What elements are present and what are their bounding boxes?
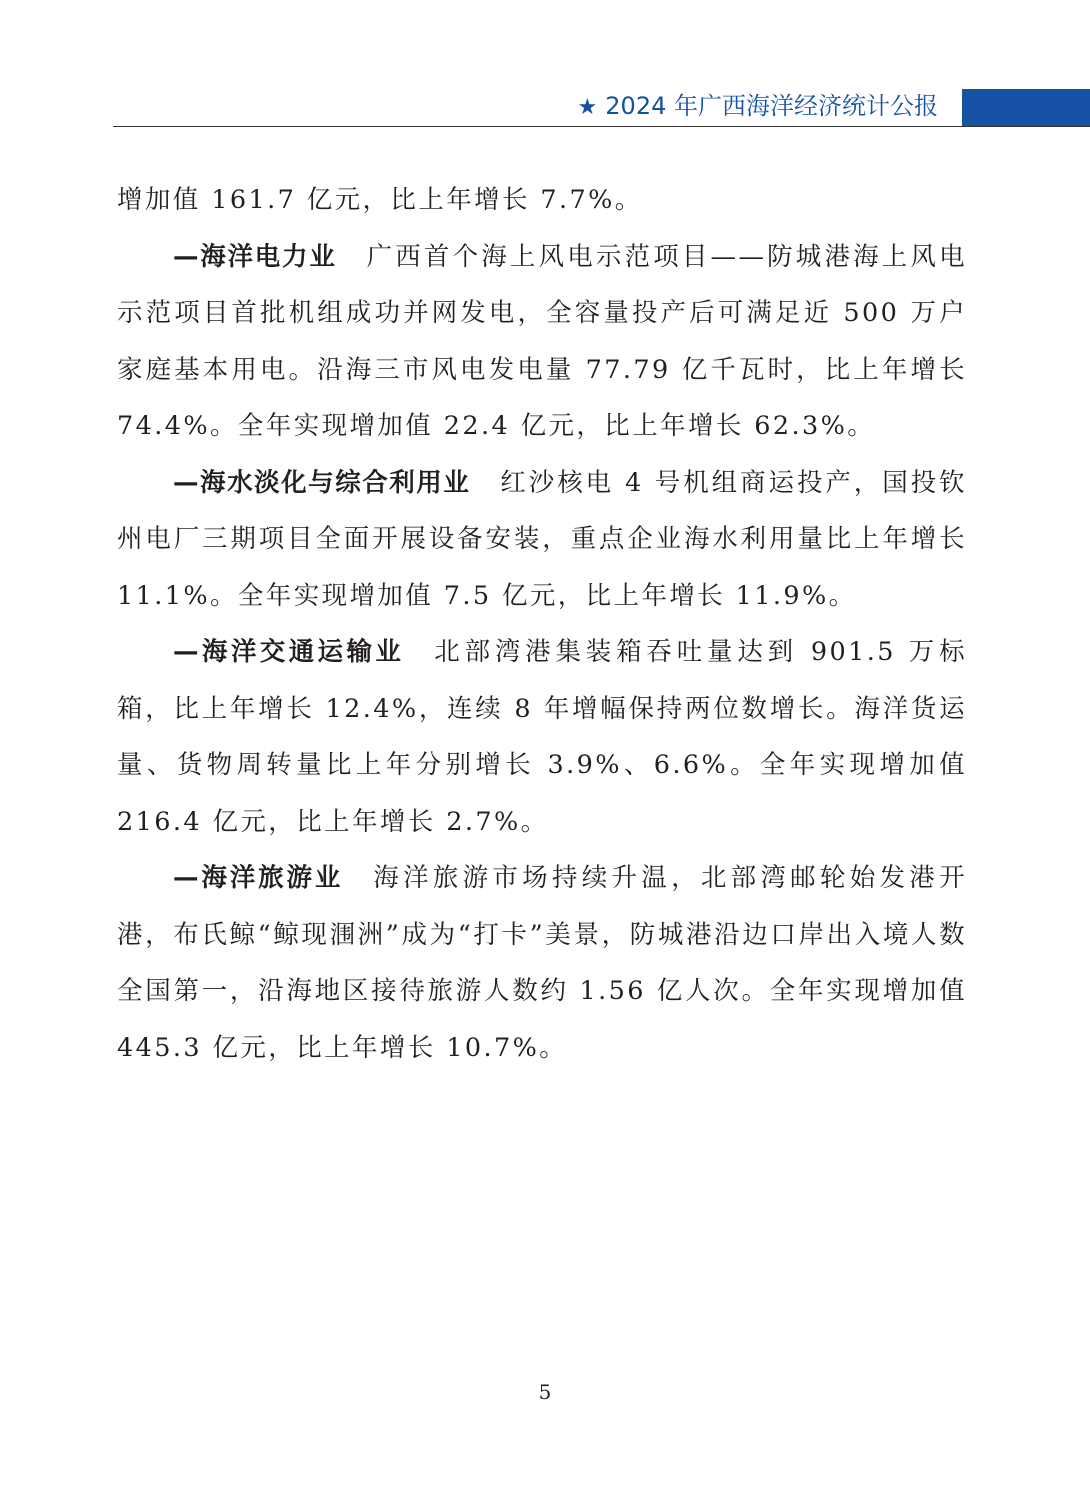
section-heading-marine-power: —海洋电力业 [173, 241, 337, 272]
paragraph-text: 红沙核电 4 号机组商运投产，国投钦州电厂三期项目全面开展设备安装，重点企业海水利用量比上年增长 11.1%。全年实现增加值 7.5 亿元，比上年增长 11.9%。 [117, 467, 967, 611]
paragraph-text: 广西首个海上风电示范项目——防城港海上风电示范项目首批机组成功并网发电，全容量投产后可满足近 500 万户家庭基本用电。沿海三市风电发电量 77.79 亿千瓦时，比上年增长 74.4%。全年实现增加值 22.4 亿元，比上年增长 62.3%。 [117, 241, 967, 441]
section-heading-transport: —海洋交通运输业 [173, 637, 405, 667]
paragraph-tourism [117, 850, 967, 1076]
paragraph-text: 增加值 161.7 亿元，比上年增长 7.7%。 [117, 185, 643, 215]
body-text [117, 172, 967, 1076]
section-heading-tourism: —海洋旅游业 [173, 863, 344, 893]
paragraph-continuation [117, 172, 967, 229]
page-number: 5 [538, 1380, 552, 1404]
header-accent-bar [962, 89, 1090, 126]
star-icon: ★ [577, 95, 598, 120]
page-header [0, 0, 1090, 130]
report-title-text: 2024 年广西海洋经济统计公报 [605, 92, 938, 120]
header-divider [113, 126, 1090, 127]
paragraph-transport [117, 624, 967, 850]
paragraph-desalination [117, 455, 967, 625]
paragraph-marine-power [117, 229, 967, 455]
section-heading-desalination: —海水淡化与综合利用业 [173, 467, 471, 498]
paragraph-text: 海洋旅游市场持续升温，北部湾邮轮始发港开港，布氏鲸“鲸现涠洲”成为“打卡”美景，防城港沿边口岸出入境人数全国第一，沿海地区接待旅游人数约 1.56 亿人次。全年实现增加值 445.3 亿元，比上年增长 10.7%。 [117, 863, 967, 1063]
report-title [578, 89, 938, 123]
paragraph-text: 北部湾港集装箱吞吐量达到 901.5 万标箱，比上年增长 12.4%，连续 8 年增幅保持两位数增长。海洋货运量、货物周转量比上年分别增长 3.9%、6.6%。全年实现增加值 216.4 亿元，比上年增长 2.7%。 [117, 637, 967, 837]
